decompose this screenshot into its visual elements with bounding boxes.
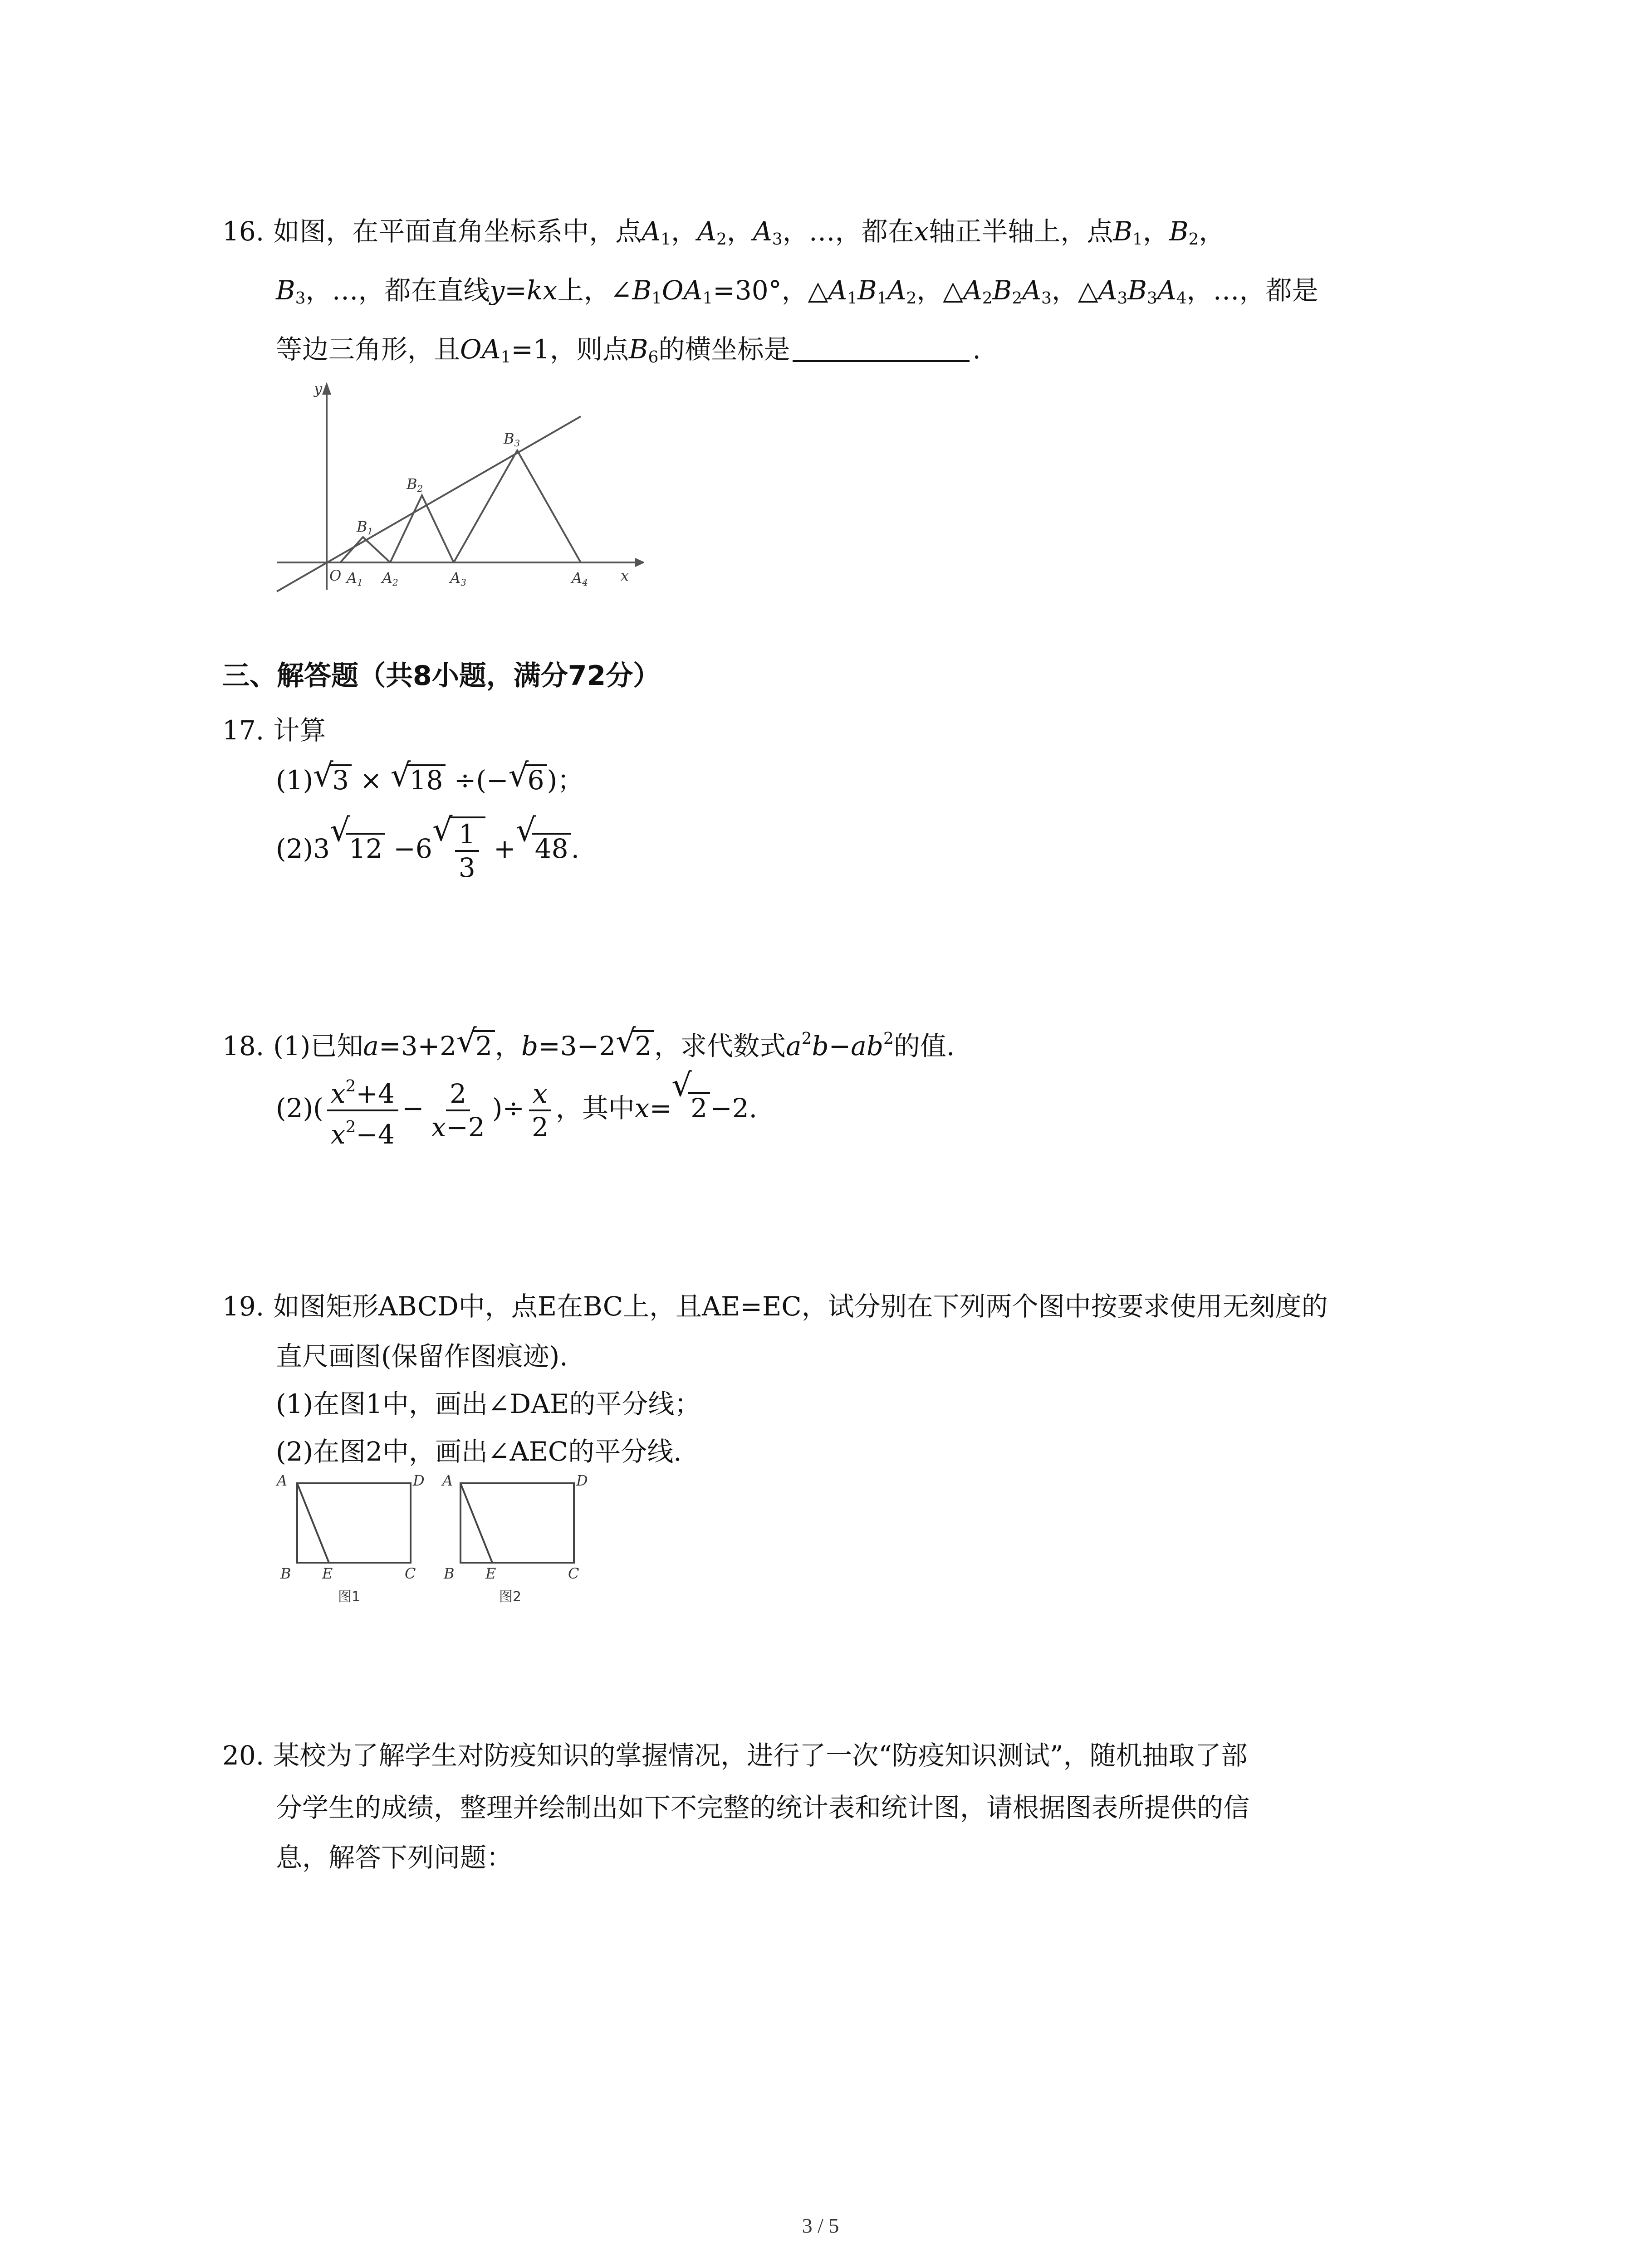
fig1-segment-ae [297,1483,329,1563]
q20-line1: 20. 某校为了解学生对防疫知识的掌握情况，进行了一次“防疫知识测试”，随机抽取了部 [222,1737,1248,1774]
q17-title: 17. 计算 [222,712,326,748]
q17-part2: (2)3 √ 12 −6 √ $\frac{1}{3}$ + √ 48 . [276,811,580,883]
svg-text:C: C [568,1565,579,1582]
svg-text:B: B [444,1565,455,1582]
q20-line2: 分学生的成绩，整理并绘制出如下不完整的统计表和统计图，请根据图表所提供的信 [276,1792,1250,1823]
label-y: y [314,380,323,397]
fig2-rectangle [460,1483,574,1563]
question-number: 18. [222,1031,265,1062]
label-b1: B1 [357,518,373,537]
answer-blank [793,333,970,362]
q18-part2: (2)( $\frac{x^2+4}{x^2-4}$ − $\frac{2}{x-2}$ )÷ $\frac{x}{2}$ ，其中x= √ 2 −2. [276,1066,758,1150]
fig1-rectangle [297,1483,411,1563]
label-b2: B2 [407,475,423,494]
q19-rectangle-figures [272,1470,626,1619]
svg-text:D: D [576,1472,588,1489]
fig1-caption: 图1 [338,1589,361,1605]
fig2-caption: 图2 [499,1589,522,1605]
q19-line4: (2)在图2中，画出∠AEC的平分线. [276,1436,682,1467]
triangle-a3b3a4 [454,450,581,562]
svg-text:A: A [277,1472,288,1489]
y-axis-arrow [322,382,331,395]
label-b3: B3 [504,430,520,449]
triangle-a2b2a3 [390,495,454,562]
q20-line3: 息，解答下列问题： [276,1842,513,1873]
question-number: 19. [222,1291,265,1322]
svg-text:D: D [413,1472,425,1489]
label-a1: A1 [347,569,363,588]
label-a2: A2 [382,569,398,588]
question-number: 17. [222,715,265,746]
q19-line2: 直尺画图(保留作图痕迹). [276,1341,568,1372]
fig2-segment-ae [460,1483,492,1563]
q19-line1: 19. 如图矩形ABCD中，点E在BC上，且AE=EC，试分别在下列两个图中按要求使用无刻度的 [222,1288,1328,1325]
svg-text:A: A [442,1472,453,1489]
q16-line3: 等边三角形，且$OA_1=1$，则点$B_6$的横坐标是 . [276,334,981,367]
q16-coordinate-figure [272,376,644,594]
question-number: 16. [222,216,265,247]
svg-text:C: C [405,1565,416,1582]
label-o: O [329,567,342,584]
line-y-kx [277,416,581,591]
svg-text:B: B [280,1565,291,1582]
question-number: 20. [222,1740,265,1771]
section-heading: 三、解答题（共8小题，满分72分） [222,660,661,692]
q18-part1: 18. (1)已知a=3+2 √ 2 ，b=3−2 √ 2 ，求代数式$a^2b-ab^2$的值. [222,1021,955,1064]
q16-line2: $B_3$，…，都在直线y=kx上，$\angle B_1OA_1=30^\circ$，$\triangle A_1B_1A_2$，$\triangle A_2B_2A_3$，$\triangle A_3B_3A_4$，…，都是 [276,275,1318,308]
label-a4: A4 [572,569,588,588]
q17-part1: (1) √ 3 × √ 18 ÷(− √ 6 )； [276,757,584,796]
label-a3: A3 [450,569,466,588]
q19-line3: (1)在图1中，画出∠DAE的平分线； [276,1388,701,1419]
page-number: 3 / 5 [802,2214,839,2237]
svg-text:E: E [485,1565,496,1582]
label-x: x [621,567,629,584]
x-axis-arrow [635,558,644,567]
q16-line1: 16. 如图，在平面直角坐标系中，点$A_1$，$A_2$，$A_3$，…，都在x轴正半轴上，点$B_1$，$B_2$， [222,213,1225,258]
svg-text:E: E [322,1565,333,1582]
